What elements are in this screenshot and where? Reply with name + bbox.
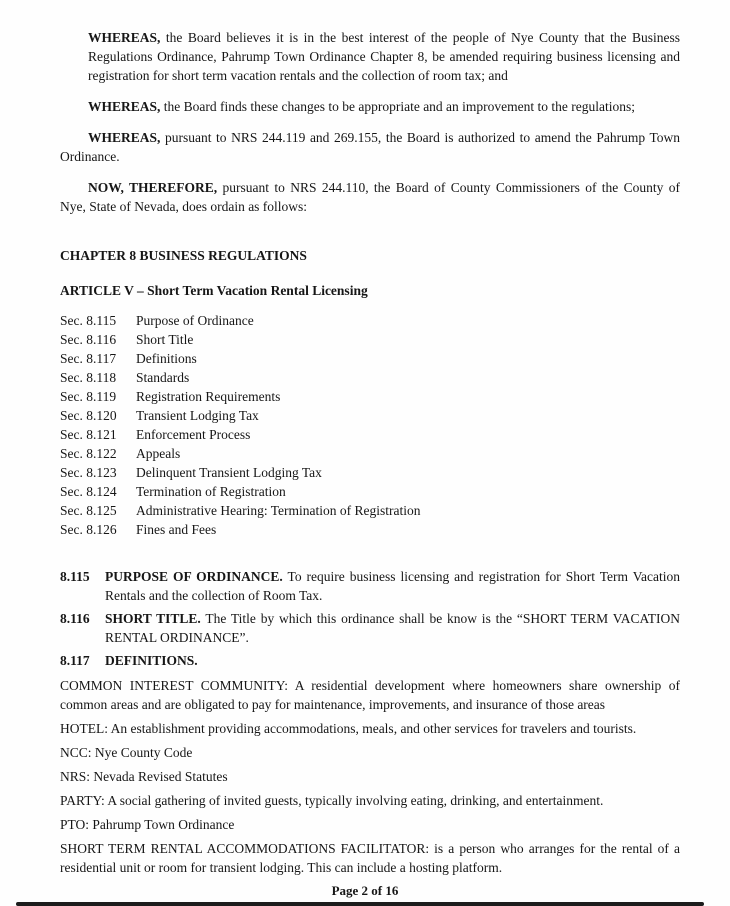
section-body: To require business licensing and registration for Short Term Vacation Rentals and the collection of Room Tax. [105,569,680,603]
now-therefore-lead: NOW, THEREFORE, [88,180,218,195]
toc-sec-title: Purpose of Ordinance [136,313,254,328]
toc-row [60,368,680,387]
toc-sec-title: Administrative Hearing: Termination of Registration [136,503,421,518]
article-heading: ARTICLE V – Short Term Vacation Rental Licensing [60,283,368,298]
toc-sec-title: Enforcement Process [136,427,251,442]
page-number-footer: Page 2 of 16 [331,883,399,898]
section-8-115 [60,567,680,605]
whereas-body: the Board believes it is in the best interest of the people of Nye County that the Business Regulations Ordinance, Pahrump Town Ordinance Chapter 8, be amended requiring business licensing and registration for short term vacation rentals and the collection of room tax; and [88,30,680,83]
toc-sec-number: Sec. 8.123 [60,465,117,480]
toc-sec-number: Sec. 8.117 [60,351,117,366]
toc-sec-number: Sec. 8.119 [60,389,117,404]
section-8-116 [60,609,680,647]
toc-sec-number: Sec. 8.125 [60,503,117,518]
section-number: 8.117 [60,653,90,668]
toc-sec-number: Sec. 8.122 [60,446,117,461]
whereas-paragraph-1 [88,28,680,85]
toc-sec-title: Short Title [136,332,194,347]
section-body: The Title by which this ordinance shall be know is the “SHORT TERM VACATION RENTAL ORDINANCE”. [105,611,681,645]
definition-str-facilitator: SHORT TERM RENTAL ACCOMMODATIONS FACILITATOR: is a person who arranges for the rental of a residential unit or room for transient lodging. This can include a hosting platform. [60,841,680,875]
toc-sec-title: Standards [136,370,190,385]
definition-ncc: NCC: Nye County Code [60,745,193,760]
whereas-body: the Board finds these changes to be appropriate and an improvement to the regulations; [160,99,636,114]
whereas-lead: WHEREAS, [88,130,161,145]
toc-sec-title: Delinquent Transient Lodging Tax [136,465,322,480]
toc-row [60,520,680,539]
toc-sec-title: Fines and Fees [136,522,217,537]
toc-sec-number: Sec. 8.120 [60,408,117,423]
definition-common-interest-community: COMMON INTEREST COMMUNITY: A residential development where homeowners share ownership of common areas and are obligated to pay for maintenance, improvements, and insurance of those areas [60,678,680,712]
definition-party: PARTY: A social gathering of invited guests, typically involving eating, drinking, and entertainment. [60,793,604,808]
toc-sec-number: Sec. 8.124 [60,484,117,499]
definition-pto: PTO: Pahrump Town Ordinance [60,817,235,832]
toc-sec-title: Transient Lodging Tax [136,408,259,423]
scan-edge-artifact [16,902,704,906]
toc-sec-title: Definitions [136,351,197,366]
toc-row [60,482,680,501]
toc-row [60,425,680,444]
definitions-list [60,676,680,877]
toc-sec-number: Sec. 8.115 [60,313,117,328]
toc-row [60,387,680,406]
toc-row [60,463,680,482]
toc-sec-title: Appeals [136,446,181,461]
now-therefore-body: pursuant to NRS 244.110, the Board of County Commissioners of the County of Nye, State of Nevada, does ordain as follows: [60,180,681,214]
section-8-117 [60,651,680,670]
toc-row [60,444,680,463]
section-number: 8.116 [60,611,90,626]
section-heading: PURPOSE OF ORDINANCE. [105,569,283,584]
section-heading: SHORT TITLE. [105,611,201,626]
toc-row [60,349,680,368]
toc-sec-number: Sec. 8.121 [60,427,117,442]
section-number: 8.115 [60,569,90,584]
table-of-contents [60,311,680,539]
definition-nrs: NRS: Nevada Revised Statutes [60,769,228,784]
toc-sec-number: Sec. 8.126 [60,522,117,537]
toc-sec-title: Termination of Registration [136,484,286,499]
whereas-lead: WHEREAS, [88,30,161,45]
whereas-paragraph-3 [60,128,680,166]
toc-row [60,311,680,330]
whereas-body: pursuant to NRS 244.119 and 269.155, the Board is authorized to amend the Pahrump Town Ordinance. [60,130,680,164]
toc-sec-title: Registration Requirements [136,389,281,404]
chapter-heading: CHAPTER 8 BUSINESS REGULATIONS [60,248,307,263]
toc-sec-number: Sec. 8.118 [60,370,117,385]
toc-sec-number: Sec. 8.116 [60,332,117,347]
whereas-paragraph-2 [60,97,680,116]
section-heading: DEFINITIONS. [105,653,198,668]
toc-row [60,501,680,520]
whereas-lead: WHEREAS, [88,99,161,114]
toc-row [60,406,680,425]
now-therefore-paragraph [60,178,680,216]
ordinance-sections [60,567,680,670]
toc-row [60,330,680,349]
definition-hotel: HOTEL: An establishment providing accommodations, meals, and other services for travelers and tourists. [60,721,637,736]
